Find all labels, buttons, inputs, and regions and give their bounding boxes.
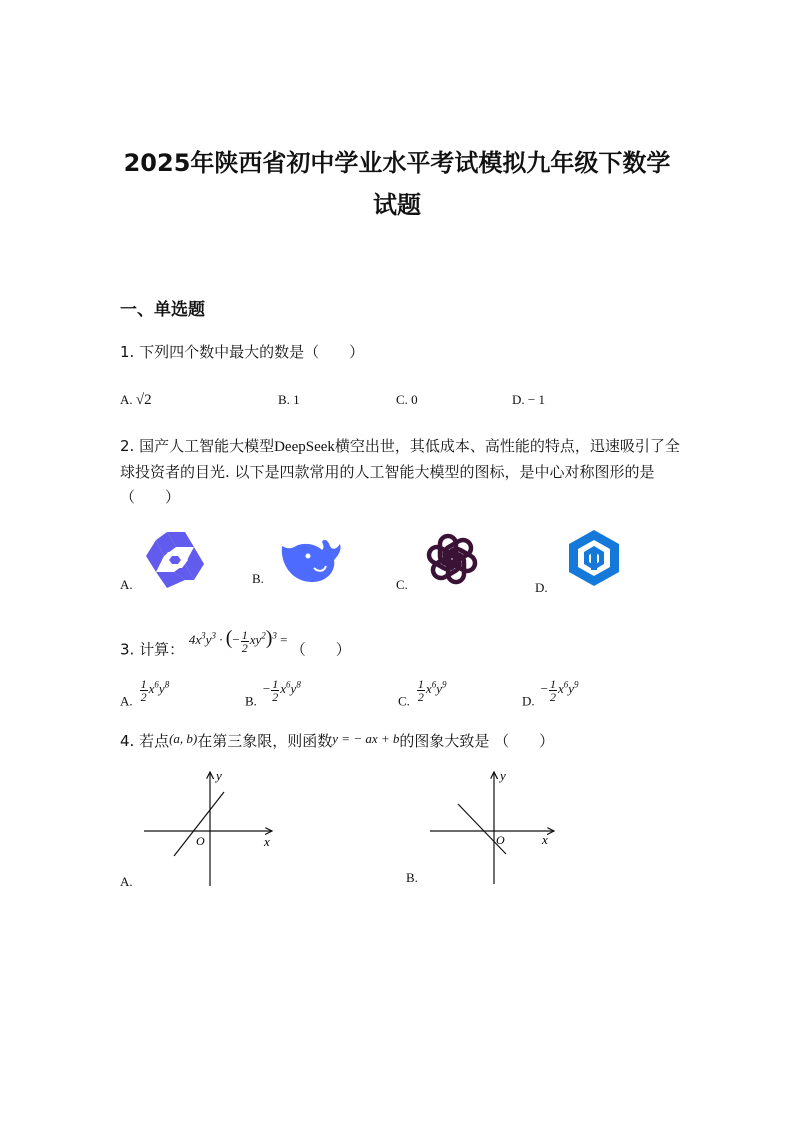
q4-option-a-label: A.	[120, 874, 133, 889]
q3-option-frac-den: 2	[140, 690, 147, 704]
q4-function: y = − ax + b	[332, 731, 400, 746]
question-4-stem	[120, 729, 554, 754]
q3-option-fraction	[549, 678, 557, 703]
q3-option-fraction	[271, 678, 279, 703]
q3-option-y: y	[568, 681, 575, 697]
q3-option-b	[245, 678, 301, 709]
q3-option-label: C.	[398, 693, 410, 709]
q2-option-a-label: A.	[120, 577, 133, 592]
q3-option-expression	[416, 677, 447, 704]
openai-knot-icon	[424, 531, 480, 587]
q2-stem-brand: DeepSeek	[274, 439, 335, 455]
q3-expr-eq: =	[276, 632, 288, 648]
x-axis-label: x	[542, 832, 548, 847]
q3-option-x: x	[425, 681, 432, 697]
q3-option-x: x	[148, 681, 155, 697]
q4-stem-part3: 的图象大致是 （ ）	[399, 732, 555, 750]
q3-option-x: x	[280, 681, 287, 697]
q4-graph-a	[138, 768, 288, 890]
y-axis-label: y	[216, 768, 222, 783]
q3-expr-sign: −	[232, 632, 240, 648]
q3-option-y-exp: 9	[574, 680, 579, 691]
q4-option-b-label: B.	[406, 870, 418, 885]
q3-option-frac-num: 1	[140, 677, 147, 691]
q3-frac-num: 1	[241, 627, 248, 642]
q3-option-fraction	[140, 678, 148, 703]
q3-option-frac-den: 2	[549, 690, 556, 704]
q2-stem-part1: 2. 国产人工智能大模型	[120, 437, 275, 455]
q3-expr-fraction	[241, 629, 249, 654]
q3-expr-term-a: 4x	[188, 632, 202, 648]
y-axis-label: y	[500, 768, 506, 783]
q3-option-fraction	[417, 678, 425, 703]
q1-option-d	[512, 392, 545, 408]
q3-option-y: y	[158, 681, 165, 697]
q1-option-a-value: √2	[135, 392, 152, 408]
deepseek-whale-icon	[278, 532, 348, 584]
q3-option-sign: −	[262, 681, 271, 697]
q3-option-x-exp: 6	[286, 680, 291, 691]
q3-expr-outer-exp: 3	[272, 631, 277, 641]
section-heading: 一、单选题	[120, 300, 205, 320]
q3-option-y: y	[436, 681, 442, 697]
q3-blank: （ ）	[290, 640, 351, 659]
q2-option-c-label: C.	[396, 577, 408, 592]
page-title: 2025年陕西省初中学业水平考试模拟九年级下数学	[123, 149, 671, 177]
q3-option-x-exp: 6	[563, 680, 569, 691]
q3-option-label: B.	[245, 693, 257, 709]
q3-option-d	[522, 678, 579, 709]
q3-option-frac-num: 1	[272, 677, 279, 691]
q3-expr-dot: ·	[215, 632, 226, 648]
q1-option-d-label: D.	[512, 392, 525, 407]
q3-stem-prefix: 3. 计算：	[120, 640, 185, 659]
question-1-stem: 1. 下列四个数中最大的数是（ ）	[120, 343, 365, 361]
page-title-line2: 试题	[373, 191, 421, 219]
q3-option-y-exp: 8	[296, 680, 301, 691]
q3-option-expression	[139, 677, 170, 704]
q3-option-a	[120, 678, 169, 709]
q4-graph-b	[424, 768, 574, 890]
q3-option-label: D.	[522, 693, 535, 709]
q3-option-expression	[262, 677, 301, 704]
q3-frac-den: 2	[241, 640, 248, 655]
q3-option-frac-den: 2	[272, 690, 279, 704]
q3-option-y: y	[290, 681, 297, 697]
cube-hexagon-icon	[566, 528, 622, 588]
x-axis-label: x	[264, 834, 270, 849]
q3-option-label: A.	[120, 693, 133, 709]
q3-option-x: x	[557, 681, 564, 697]
question-3-stem	[120, 627, 351, 664]
q1-option-c: C. 0	[396, 392, 418, 407]
q1-option-a	[120, 392, 152, 409]
q4-stem-part1: 4. 若点	[120, 732, 170, 750]
origin-label: O	[196, 834, 205, 848]
q3-option-sign: −	[540, 681, 548, 697]
q3-expr-term-a-exp: 3	[201, 631, 206, 641]
origin-label: O	[496, 833, 505, 847]
q3-option-c	[398, 678, 446, 709]
q3-expr-body: xy	[249, 632, 262, 648]
q3-option-y-exp: 8	[164, 680, 170, 691]
q3-option-x-exp: 6	[154, 680, 159, 691]
q3-option-frac-num: 1	[417, 677, 424, 691]
q3-expr-term-b: y	[205, 632, 212, 648]
qwen-star-icon	[144, 530, 206, 590]
q2-option-d-label: D.	[535, 580, 548, 595]
q3-option-x-exp: 6	[431, 680, 437, 691]
q3-option-y-exp: 9	[441, 680, 447, 691]
q1-option-a-label: A.	[120, 392, 133, 407]
q2-stem-part2: 横空出世，其低成本、高性能的特点，迅速吸引了全球投资者的目光. 以下是四款常用的人工智能大模型的图标，是中心对称图形的是（ ）	[120, 437, 680, 506]
q3-expr-body-exp: 2	[261, 631, 266, 641]
question-2-stem	[120, 434, 680, 510]
q4-point: (a, b)	[169, 731, 198, 746]
q2-option-b-label: B.	[252, 571, 264, 586]
q3-right-paren: )	[265, 627, 273, 650]
q3-option-frac-den: 2	[417, 690, 424, 704]
q1-option-b: B. 1	[278, 392, 300, 407]
q3-option-frac-num: 1	[549, 677, 556, 691]
q1-option-d-value: − 1	[527, 392, 545, 407]
q3-expression	[188, 627, 291, 655]
q3-expr-term-b-exp: 3	[211, 631, 216, 641]
q3-option-expression	[540, 677, 579, 704]
q3-left-paren: (	[225, 627, 233, 650]
q4-stem-part2: 在第三象限，则函数	[197, 732, 333, 750]
